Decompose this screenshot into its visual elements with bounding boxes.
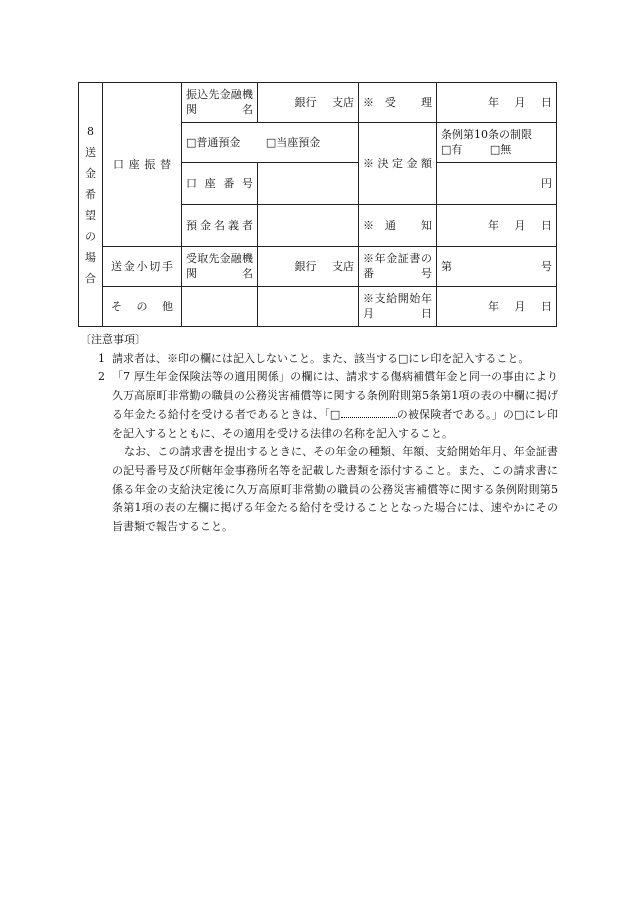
pension-cert-label: ※年金証書の番号 [359, 247, 437, 287]
notice-label: ※通 知 [359, 205, 437, 247]
notes-section [80, 331, 558, 537]
section-number: 8 [87, 124, 94, 138]
check-label: 送金小切手 [103, 247, 182, 287]
account-holder-label: 預金名義者 [182, 205, 258, 247]
cert-prefix: 第 [441, 259, 452, 273]
restriction-cell [437, 123, 557, 163]
section-char: 望 [85, 208, 96, 222]
section-char: 場 [85, 250, 96, 264]
note-text: の被保険者である。」の□にレ印を記入するとともに、その適用を受ける法律の名称を記入すること。 [112, 407, 558, 440]
note-text: 請求者は、※印の欄には記入しないこと。また、該当する□にレ印を記入すること。 [112, 351, 530, 365]
insurance-name-blank [341, 407, 397, 418]
yen-unit: 円 [437, 163, 557, 205]
notes-heading: 〔注意事項〕 [80, 333, 146, 346]
note-item-1 [80, 350, 558, 369]
current-deposit-checkbox[interactable]: □当座預金 [265, 135, 321, 149]
account-number-label: 口座番号 [182, 163, 258, 205]
note-text: なお、この請求書を提出するときに、その年金の種類、年額、支給開始年月、年金証書の記号番号及び所轄年金事務所名等を記載した書類を添付すること。また、この請求書に係る年金の支給決定後に久万高原町非常勤の職員の公務災害補償等に関する条例附則第5条第1項の表の左欄に掲げる年金たる給付を受けることとなった場合には、速やかにその旨書類で報告すること。 [112, 445, 558, 534]
other-label: その他 [103, 287, 182, 327]
deposit-type-options [182, 123, 359, 163]
notice-date-field[interactable]: 年 月 日 [437, 205, 557, 247]
section-char: 合 [85, 271, 96, 285]
account-transfer-label: 口座振替 [103, 83, 182, 247]
restriction-no-checkbox[interactable]: □無 [489, 142, 512, 156]
other-field-2[interactable] [258, 287, 359, 327]
account-holder-field[interactable] [258, 205, 359, 247]
transfer-bank-field[interactable]: 銀行 支店 [258, 83, 359, 123]
ordinary-deposit-checkbox[interactable]: □普通預金 [186, 135, 241, 149]
cert-suffix: 号 [541, 259, 552, 273]
note-item-2-extra [80, 443, 558, 537]
section-char: 希 [85, 187, 96, 201]
check-bank-field[interactable]: 銀行 支店 [258, 247, 359, 287]
note-text: 「7 厚生年金保険法等の適用関係」の欄には、請求する傷病補償年金と同一の事由により久万高原町非常勤の職員の公務災害補償等に関する条例附則第5条第1項の表の中欄に掲げる年金たる給付を受ける者であるときは、「□ [112, 370, 558, 421]
start-date-label: ※支給開始年月日 [359, 287, 437, 327]
restriction-title: 条例第10条の制限 [441, 127, 532, 141]
note-number: 1 [98, 351, 105, 365]
section-char: の [85, 229, 96, 243]
receipt-date-field[interactable]: 年 月 日 [437, 83, 557, 123]
note-item-2 [80, 368, 558, 443]
transfer-bank-label: 振込先金融機関名 [182, 83, 258, 123]
section-char: 金 [85, 166, 96, 180]
check-bank-label: 受取先金融機関名 [182, 247, 258, 287]
note-number: 2 [98, 370, 105, 384]
receipt-label: ※受 理 [359, 83, 437, 123]
section-8-label [79, 83, 103, 327]
section-char: 送 [85, 145, 96, 159]
start-date-field[interactable]: 年 月 日 [437, 287, 557, 327]
decision-amount-label: ※決定金額 [359, 123, 437, 205]
remittance-table [78, 82, 557, 327]
pension-cert-field[interactable] [437, 247, 557, 287]
account-number-field[interactable] [258, 163, 359, 205]
restriction-yes-checkbox[interactable]: □有 [441, 142, 463, 156]
other-field-1[interactable] [182, 287, 258, 327]
